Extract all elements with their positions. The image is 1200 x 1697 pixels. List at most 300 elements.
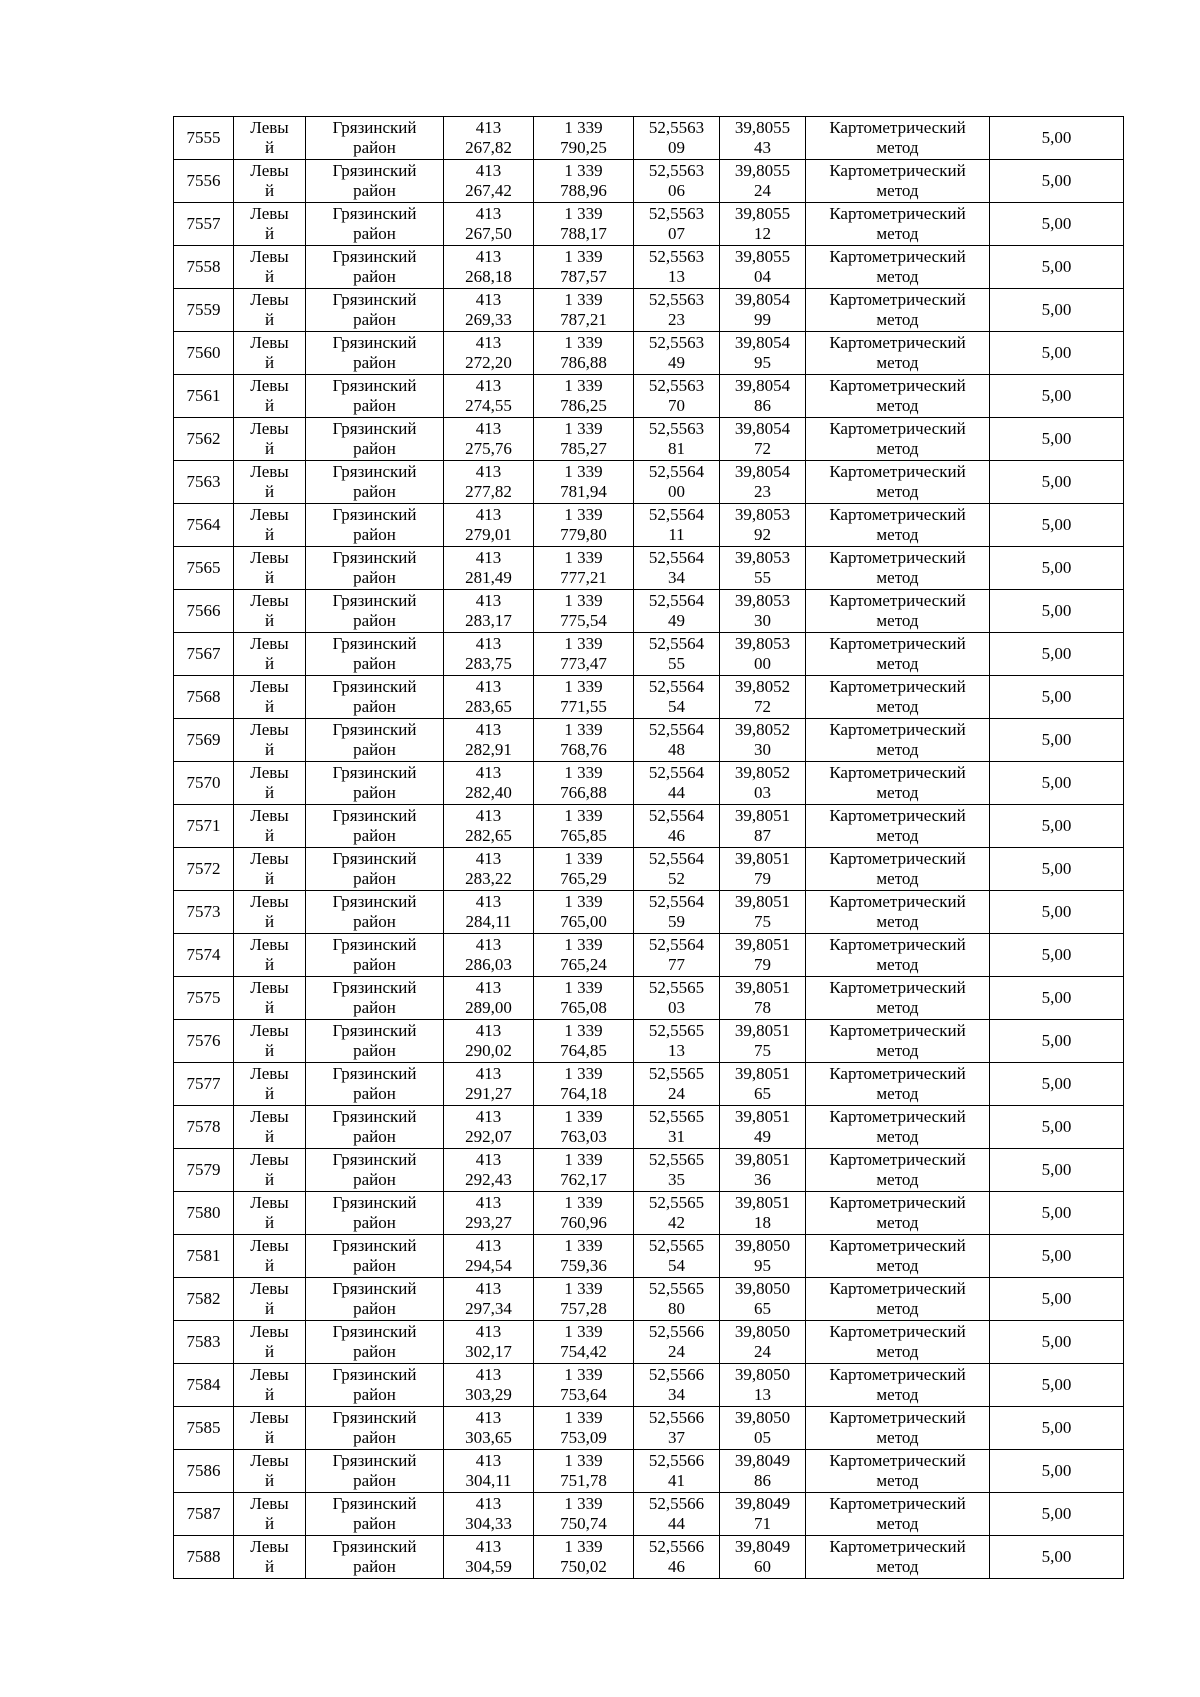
cell-line-1: 52,5564 (648, 505, 705, 524)
cell-line-1: Картометрический (829, 1451, 966, 1470)
cell-line-1: Левы (250, 118, 289, 137)
latitude-cell (634, 719, 720, 762)
coord-x-cell (444, 1063, 534, 1106)
longitude-cell (720, 332, 806, 375)
point-number-cell: 7582 (174, 1278, 234, 1321)
cell-line-1: Картометрический (829, 333, 966, 352)
cell-line-2: 788,17 (560, 224, 607, 243)
cell-line-1: 1 339 (564, 204, 603, 223)
cell-line-1: Левы (250, 462, 289, 481)
table-row (174, 461, 1124, 504)
coord-x-cell (444, 1493, 534, 1536)
cell-line-1: Левы (250, 806, 289, 825)
cell-line-2: 763,03 (560, 1127, 607, 1146)
coord-y-cell (534, 590, 634, 633)
table-row (174, 676, 1124, 719)
bank-side-cell (234, 1450, 306, 1493)
cell-line-1: Левы (250, 978, 289, 997)
latitude-cell (634, 891, 720, 934)
cell-line-1: 413 (475, 720, 502, 739)
table-row (174, 1536, 1124, 1579)
cell-line-2: 282,40 (465, 783, 512, 802)
cell-line-2: 754,42 (560, 1342, 607, 1361)
coord-y-cell (534, 1493, 634, 1536)
cell-line-2: й (264, 1557, 275, 1576)
bank-side-cell (234, 1020, 306, 1063)
cell-line-1: Грязинский (332, 376, 417, 395)
longitude-cell (720, 977, 806, 1020)
bank-side-cell (234, 332, 306, 375)
cell-line-1: 39,8052 (734, 677, 791, 696)
cell-line-1: Грязинский (332, 1365, 417, 1384)
table-row (174, 1192, 1124, 1235)
latitude-cell (634, 848, 720, 891)
cell-line-2: 49 (668, 611, 685, 630)
table-row (174, 1364, 1124, 1407)
cell-line-1: 413 (475, 1322, 502, 1341)
point-number-cell: 7573 (174, 891, 234, 934)
cell-line-1: 39,8051 (734, 1193, 791, 1212)
cell-line-2: район (353, 783, 396, 802)
cell-line-1: Картометрический (829, 634, 966, 653)
cell-line-1: Грязинский (332, 806, 417, 825)
cell-line-1: Грязинский (332, 1408, 417, 1427)
cell-line-1: Левы (250, 720, 289, 739)
cell-line-2: й (264, 1299, 275, 1318)
latitude-cell (634, 1493, 720, 1536)
table-row (174, 504, 1124, 547)
cell-line-1: Левы (250, 1451, 289, 1470)
coord-y-cell (534, 1063, 634, 1106)
cell-line-1: 413 (475, 505, 502, 524)
cell-line-2: 13 (668, 1041, 685, 1060)
cell-line-1: Грязинский (332, 1279, 417, 1298)
cell-line-2: метод (876, 1170, 919, 1189)
accuracy-cell: 5,00 (990, 1364, 1124, 1407)
point-number-cell: 7563 (174, 461, 234, 504)
coord-y-cell (534, 375, 634, 418)
latitude-cell (634, 203, 720, 246)
accuracy-cell: 5,00 (990, 1278, 1124, 1321)
longitude-cell (720, 1192, 806, 1235)
cell-line-1: Картометрический (829, 1365, 966, 1384)
cell-line-1: 52,5564 (648, 935, 705, 954)
cell-line-1: Левы (250, 376, 289, 395)
cell-line-2: метод (876, 955, 919, 974)
table-row (174, 633, 1124, 676)
district-cell (306, 547, 444, 590)
cell-line-2: й (264, 396, 275, 415)
cell-line-2: 751,78 (560, 1471, 607, 1490)
cell-line-1: Картометрический (829, 1279, 966, 1298)
latitude-cell (634, 762, 720, 805)
cell-line-2: 279,01 (465, 525, 512, 544)
cell-line-1: Грязинский (332, 1451, 417, 1470)
cell-line-1: Левы (250, 247, 289, 266)
cell-line-2: й (264, 740, 275, 759)
method-cell (806, 461, 990, 504)
district-cell (306, 289, 444, 332)
cell-line-1: 52,5565 (648, 1064, 705, 1083)
cell-line-1: Грязинский (332, 1021, 417, 1040)
latitude-cell (634, 289, 720, 332)
cell-line-2: 55 (754, 568, 771, 587)
cell-line-1: Картометрический (829, 1494, 966, 1513)
latitude-cell (634, 117, 720, 160)
cell-line-1: Картометрический (829, 892, 966, 911)
district-cell (306, 1450, 444, 1493)
cell-line-2: 764,85 (560, 1041, 607, 1060)
cell-line-1: Картометрический (829, 935, 966, 954)
accuracy-cell: 5,00 (990, 117, 1124, 160)
cell-line-1: 39,8053 (734, 548, 791, 567)
cell-line-1: Картометрический (829, 204, 966, 223)
cell-line-2: 81 (668, 439, 685, 458)
cell-line-2: 294,54 (465, 1256, 512, 1275)
cell-line-2: 267,50 (465, 224, 512, 243)
cell-line-2: 790,25 (560, 138, 607, 157)
cell-line-2: 54 (668, 1256, 685, 1275)
cell-line-2: 86 (754, 1471, 771, 1490)
cell-line-1: 413 (475, 1494, 502, 1513)
table-row (174, 246, 1124, 289)
cell-line-2: 24 (668, 1342, 685, 1361)
cell-line-2: 49 (668, 353, 685, 372)
cell-line-1: Грязинский (332, 634, 417, 653)
latitude-cell (634, 676, 720, 719)
accuracy-cell: 5,00 (990, 332, 1124, 375)
cell-line-2: метод (876, 1557, 919, 1576)
cell-line-2: 80 (668, 1299, 685, 1318)
cell-line-2: й (264, 1342, 275, 1361)
district-cell (306, 375, 444, 418)
cell-line-1: 39,8049 (734, 1537, 791, 1556)
method-cell (806, 977, 990, 1020)
cell-line-1: 39,8051 (734, 1107, 791, 1126)
cell-line-2: район (353, 955, 396, 974)
point-number-cell: 7579 (174, 1149, 234, 1192)
bank-side-cell (234, 719, 306, 762)
cell-line-1: 39,8051 (734, 1064, 791, 1083)
coord-y-cell (534, 203, 634, 246)
table-row (174, 805, 1124, 848)
cell-line-1: 52,5563 (648, 419, 705, 438)
cell-line-2: 78 (754, 998, 771, 1017)
cell-line-2: 283,65 (465, 697, 512, 716)
cell-line-1: Картометрический (829, 247, 966, 266)
cell-line-2: 30 (754, 740, 771, 759)
longitude-cell (720, 934, 806, 977)
cell-line-1: Левы (250, 763, 289, 782)
cell-line-2: 290,02 (465, 1041, 512, 1060)
cell-line-2: 787,21 (560, 310, 607, 329)
method-cell (806, 1106, 990, 1149)
cell-line-2: метод (876, 1299, 919, 1318)
cell-line-2: 304,11 (465, 1471, 512, 1490)
cell-line-2: район (353, 439, 396, 458)
accuracy-cell: 5,00 (990, 504, 1124, 547)
cell-line-2: 41 (668, 1471, 685, 1490)
cell-line-2: 292,43 (465, 1170, 512, 1189)
cell-line-2: 36 (754, 1170, 771, 1189)
cell-line-2: метод (876, 1342, 919, 1361)
cell-line-1: 413 (475, 1408, 502, 1427)
cell-line-1: 39,8055 (734, 204, 791, 223)
cell-line-2: 59 (668, 912, 685, 931)
cell-line-1: Левы (250, 1021, 289, 1040)
longitude-cell (720, 1149, 806, 1192)
cell-line-1: Картометрический (829, 548, 966, 567)
cell-line-1: 413 (475, 634, 502, 653)
coord-x-cell (444, 1364, 534, 1407)
cell-line-1: 39,8052 (734, 720, 791, 739)
cell-line-1: 39,8053 (734, 591, 791, 610)
coord-y-cell (534, 1192, 634, 1235)
coord-y-cell (534, 1278, 634, 1321)
cell-line-2: 72 (754, 697, 771, 716)
coord-x-cell (444, 504, 534, 547)
cell-line-1: 413 (475, 1193, 502, 1212)
cell-line-2: район (353, 568, 396, 587)
latitude-cell (634, 1149, 720, 1192)
coord-x-cell (444, 719, 534, 762)
cell-line-2: 292,07 (465, 1127, 512, 1146)
cell-line-2: й (264, 1514, 275, 1533)
cell-line-1: 52,5565 (648, 1107, 705, 1126)
coord-y-cell (534, 504, 634, 547)
cell-line-2: метод (876, 568, 919, 587)
cell-line-1: 39,8051 (734, 892, 791, 911)
cell-line-1: Картометрический (829, 1236, 966, 1255)
cell-line-1: 52,5565 (648, 1193, 705, 1212)
cell-line-1: 52,5563 (648, 204, 705, 223)
bank-side-cell (234, 805, 306, 848)
cell-line-2: метод (876, 740, 919, 759)
cell-line-1: 52,5564 (648, 634, 705, 653)
cell-line-1: Картометрический (829, 1193, 966, 1212)
cell-line-1: Левы (250, 419, 289, 438)
table-row (174, 762, 1124, 805)
cell-line-1: Грязинский (332, 419, 417, 438)
cell-line-2: район (353, 1084, 396, 1103)
cell-line-1: 1 339 (564, 1322, 603, 1341)
cell-line-1: Грязинский (332, 1494, 417, 1513)
longitude-cell (720, 461, 806, 504)
cell-line-1: 52,5565 (648, 1236, 705, 1255)
cell-line-1: Картометрический (829, 1107, 966, 1126)
cell-line-1: 52,5565 (648, 978, 705, 997)
coord-x-cell (444, 289, 534, 332)
cell-line-1: 1 339 (564, 763, 603, 782)
cell-line-2: 09 (668, 138, 685, 157)
coord-x-cell (444, 676, 534, 719)
cell-line-2: 65 (754, 1299, 771, 1318)
cell-line-2: 277,82 (465, 482, 512, 501)
method-cell (806, 1450, 990, 1493)
cell-line-2: 775,54 (560, 611, 607, 630)
coord-y-cell (534, 117, 634, 160)
cell-line-2: 75 (754, 1041, 771, 1060)
cell-line-2: 24 (668, 1084, 685, 1103)
cell-line-2: 786,25 (560, 396, 607, 415)
method-cell (806, 848, 990, 891)
district-cell (306, 977, 444, 1020)
cell-line-2: й (264, 310, 275, 329)
accuracy-cell: 5,00 (990, 246, 1124, 289)
cell-line-2: метод (876, 869, 919, 888)
cell-line-2: 44 (668, 783, 685, 802)
method-cell (806, 676, 990, 719)
cell-line-2: 23 (754, 482, 771, 501)
cell-line-1: 413 (475, 849, 502, 868)
cell-line-2: й (264, 783, 275, 802)
cell-line-2: метод (876, 1127, 919, 1146)
cell-line-1: 1 339 (564, 505, 603, 524)
district-cell (306, 461, 444, 504)
longitude-cell (720, 375, 806, 418)
table-row (174, 160, 1124, 203)
cell-line-2: й (264, 1084, 275, 1103)
cell-line-1: 39,8055 (734, 247, 791, 266)
accuracy-cell: 5,00 (990, 160, 1124, 203)
cell-line-2: й (264, 439, 275, 458)
cell-line-1: 1 339 (564, 419, 603, 438)
cell-line-1: 39,8054 (734, 290, 791, 309)
cell-line-1: 52,5564 (648, 720, 705, 739)
cell-line-1: Левы (250, 1537, 289, 1556)
latitude-cell (634, 1321, 720, 1364)
latitude-cell (634, 1364, 720, 1407)
table-row (174, 117, 1124, 160)
cell-line-1: Картометрический (829, 763, 966, 782)
district-cell (306, 719, 444, 762)
table-row (174, 418, 1124, 461)
accuracy-cell: 5,00 (990, 1063, 1124, 1106)
cell-line-2: район (353, 869, 396, 888)
cell-line-1: Грязинский (332, 763, 417, 782)
cell-line-1: 39,8053 (734, 505, 791, 524)
cell-line-1: Картометрический (829, 1150, 966, 1169)
cell-line-2: район (353, 1041, 396, 1060)
district-cell (306, 1192, 444, 1235)
cell-line-2: район (353, 138, 396, 157)
method-cell (806, 1278, 990, 1321)
cell-line-2: 268,18 (465, 267, 512, 286)
latitude-cell (634, 375, 720, 418)
accuracy-cell: 5,00 (990, 203, 1124, 246)
cell-line-2: 18 (754, 1213, 771, 1232)
cell-line-2: й (264, 697, 275, 716)
district-cell (306, 1020, 444, 1063)
cell-line-2: 765,08 (560, 998, 607, 1017)
point-number-cell: 7560 (174, 332, 234, 375)
cell-line-1: 1 339 (564, 1064, 603, 1083)
cell-line-1: Грязинский (332, 1322, 417, 1341)
accuracy-cell: 5,00 (990, 1321, 1124, 1364)
method-cell (806, 1536, 990, 1579)
cell-line-1: Грязинский (332, 247, 417, 266)
cell-line-1: 52,5566 (648, 1408, 705, 1427)
cell-line-2: метод (876, 396, 919, 415)
cell-line-1: 1 339 (564, 1236, 603, 1255)
cell-line-2: метод (876, 1084, 919, 1103)
cell-line-2: й (264, 353, 275, 372)
cell-line-2: метод (876, 439, 919, 458)
cell-line-2: 765,24 (560, 955, 607, 974)
method-cell (806, 633, 990, 676)
cell-line-2: 302,17 (465, 1342, 512, 1361)
cell-line-1: Левы (250, 1322, 289, 1341)
cell-line-2: 781,94 (560, 482, 607, 501)
cell-line-1: 1 339 (564, 892, 603, 911)
cell-line-1: 39,8053 (734, 634, 791, 653)
cell-line-2: й (264, 138, 275, 157)
cell-line-1: 413 (475, 1150, 502, 1169)
coord-y-cell (534, 719, 634, 762)
bank-side-cell (234, 289, 306, 332)
coord-x-cell (444, 461, 534, 504)
table-row (174, 332, 1124, 375)
method-cell (806, 891, 990, 934)
district-cell (306, 633, 444, 676)
cell-line-2: метод (876, 1385, 919, 1404)
cell-line-2: 04 (754, 267, 771, 286)
coord-x-cell (444, 934, 534, 977)
district-cell (306, 203, 444, 246)
coord-x-cell (444, 1149, 534, 1192)
cell-line-1: 413 (475, 1236, 502, 1255)
cell-line-2: район (353, 697, 396, 716)
cell-line-2: метод (876, 826, 919, 845)
accuracy-cell: 5,00 (990, 1493, 1124, 1536)
coord-y-cell (534, 1149, 634, 1192)
cell-line-2: 765,29 (560, 869, 607, 888)
cell-line-1: 52,5563 (648, 376, 705, 395)
cell-line-1: 1 339 (564, 548, 603, 567)
coord-x-cell (444, 977, 534, 1020)
accuracy-cell: 5,00 (990, 633, 1124, 676)
method-cell (806, 246, 990, 289)
cell-line-2: 283,75 (465, 654, 512, 673)
cell-line-1: 1 339 (564, 1107, 603, 1126)
coord-x-cell (444, 1192, 534, 1235)
cell-line-1: 1 339 (564, 1408, 603, 1427)
method-cell (806, 160, 990, 203)
cell-line-2: метод (876, 783, 919, 802)
latitude-cell (634, 504, 720, 547)
cell-line-2: метод (876, 181, 919, 200)
cell-line-1: 52,5563 (648, 161, 705, 180)
cell-line-1: 1 339 (564, 720, 603, 739)
cell-line-2: 788,96 (560, 181, 607, 200)
accuracy-cell: 5,00 (990, 719, 1124, 762)
coord-x-cell (444, 1407, 534, 1450)
cell-line-2: 34 (668, 1385, 685, 1404)
cell-line-2: й (264, 654, 275, 673)
point-number-cell: 7575 (174, 977, 234, 1020)
cell-line-1: Грязинский (332, 204, 417, 223)
point-number-cell: 7588 (174, 1536, 234, 1579)
latitude-cell (634, 547, 720, 590)
accuracy-cell: 5,00 (990, 418, 1124, 461)
cell-line-1: Грязинский (332, 1064, 417, 1083)
cell-line-1: Левы (250, 548, 289, 567)
cell-line-2: 65 (754, 1084, 771, 1103)
method-cell (806, 1407, 990, 1450)
bank-side-cell (234, 375, 306, 418)
cell-line-2: метод (876, 1041, 919, 1060)
district-cell (306, 117, 444, 160)
